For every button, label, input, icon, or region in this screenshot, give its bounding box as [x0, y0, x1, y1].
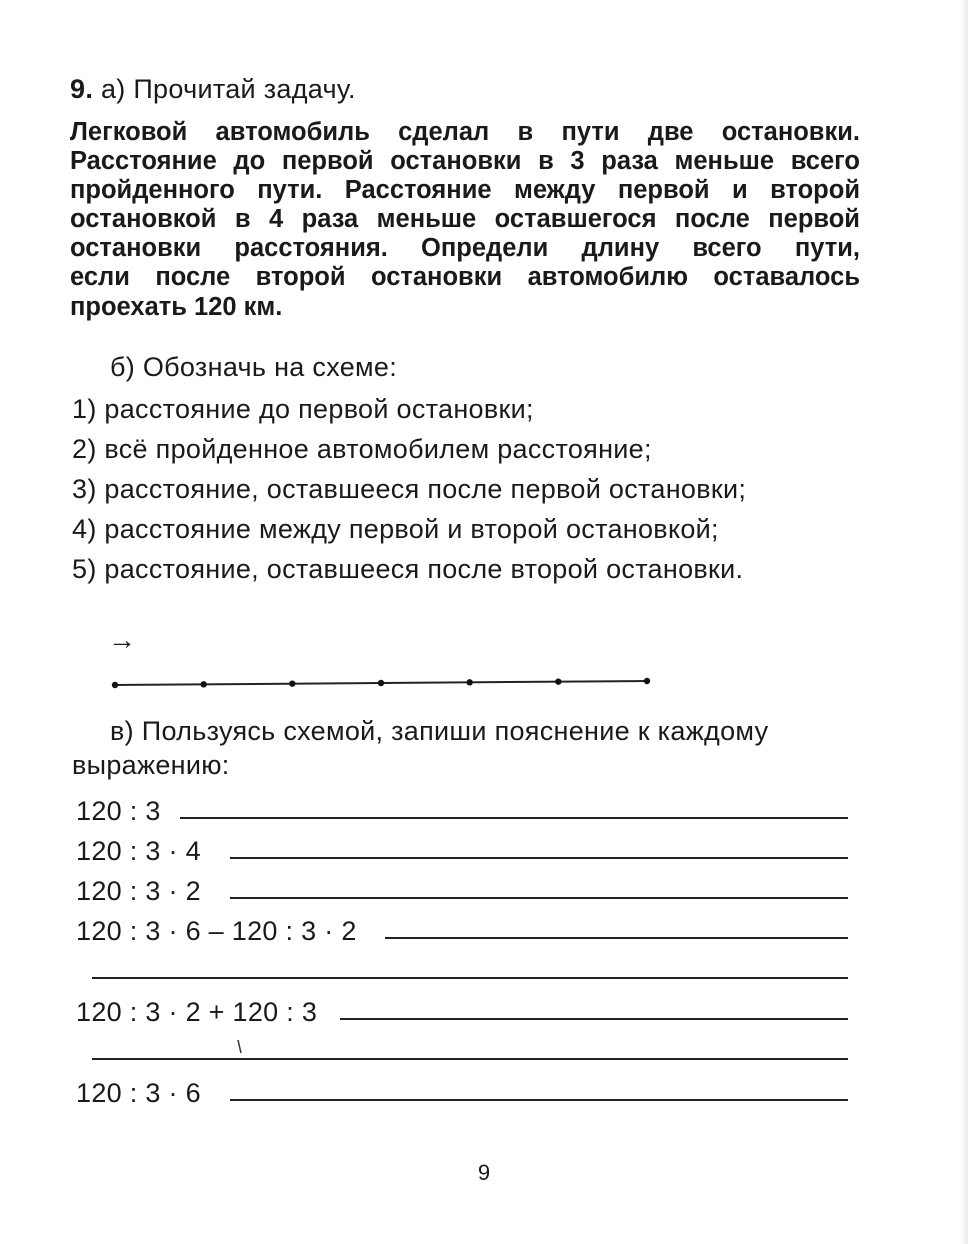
list-item-number: 5): [72, 554, 97, 584]
answer-line[interactable]: [340, 1018, 848, 1020]
answer-line[interactable]: [230, 897, 848, 899]
expression: 120 : 3 · 4: [76, 836, 201, 866]
problem-line: пройденного пути. Расстояние между первой и второй: [70, 176, 860, 204]
scheme-point: [289, 680, 295, 686]
list-item: [72, 474, 746, 504]
expression: 120 : 3 · 6 – 120 : 3 · 2: [76, 916, 357, 946]
answer-line[interactable]: [92, 977, 848, 979]
list-item-number: 4): [72, 514, 97, 544]
list-item-text: всё пройденное автомобилем расстояние;: [104, 434, 652, 464]
scheme-point: [555, 678, 561, 684]
list-item-number: 2): [72, 434, 97, 464]
list-item: [72, 514, 719, 544]
list-item: [72, 434, 652, 464]
list-item-text: расстояние, оставшееся после второй остановки.: [104, 554, 744, 584]
task-number: 9.: [70, 74, 94, 104]
part-c-label-cont: выражению:: [72, 750, 230, 780]
pen-mark: [235, 1038, 245, 1058]
list-item-text: расстояние до первой остановки;: [104, 394, 534, 424]
list-item-text: расстояние, оставшееся после первой остановки;: [104, 474, 747, 504]
expression: 120 : 3 · 6: [76, 1078, 201, 1108]
part-a-label: а) Прочитай задачу.: [100, 74, 356, 104]
scheme-point: [644, 678, 650, 684]
part-c-label: в) Пользуясь схемой, запиши пояснение к каждому: [110, 716, 769, 746]
scheme-point: [378, 680, 384, 686]
problem-line: Расстояние до первой остановки в 3 раза меньше всего: [70, 147, 860, 175]
page-edge-shadow: [960, 0, 968, 1244]
expression: 120 : 3: [76, 796, 161, 826]
scheme-point: [200, 681, 206, 687]
list-item-text: расстояние между первой и второй остановкой;: [104, 514, 719, 544]
scheme-segment: [100, 625, 670, 705]
part-b-label: б) Обозначь на схеме:: [110, 352, 398, 382]
answer-line[interactable]: [92, 1058, 848, 1060]
expression: 120 : 3 · 2 + 120 : 3: [76, 997, 318, 1027]
list-item: [72, 394, 534, 424]
list-item: [72, 554, 743, 584]
list-item-number: 1): [72, 394, 97, 424]
arrow-icon: →: [108, 624, 137, 655]
task-header: [70, 74, 356, 104]
answer-line[interactable]: [230, 857, 848, 859]
answer-line[interactable]: [230, 1099, 848, 1101]
answer-line[interactable]: [385, 937, 848, 939]
expression: 120 : 3 · 2: [76, 876, 201, 906]
problem-line: проехать 120 км.: [70, 293, 283, 321]
problem-line: остановкой в 4 раза меньше оставшегося после первой: [70, 205, 860, 233]
scheme-diagram: [100, 625, 670, 705]
list-item-number: 3): [72, 474, 97, 504]
problem-line: Легковой автомобиль сделал в пути две остановки.: [70, 118, 860, 146]
answer-line[interactable]: [180, 817, 848, 819]
page-number: 9: [477, 1160, 491, 1185]
scheme-point: [112, 682, 118, 688]
scheme-points: [112, 678, 650, 688]
problem-line: остановки расстояния. Определи длину всего пути,: [70, 234, 860, 262]
problem-line: если после второй остановки автомобилю оставалось: [70, 263, 860, 291]
scheme-point: [466, 679, 472, 685]
